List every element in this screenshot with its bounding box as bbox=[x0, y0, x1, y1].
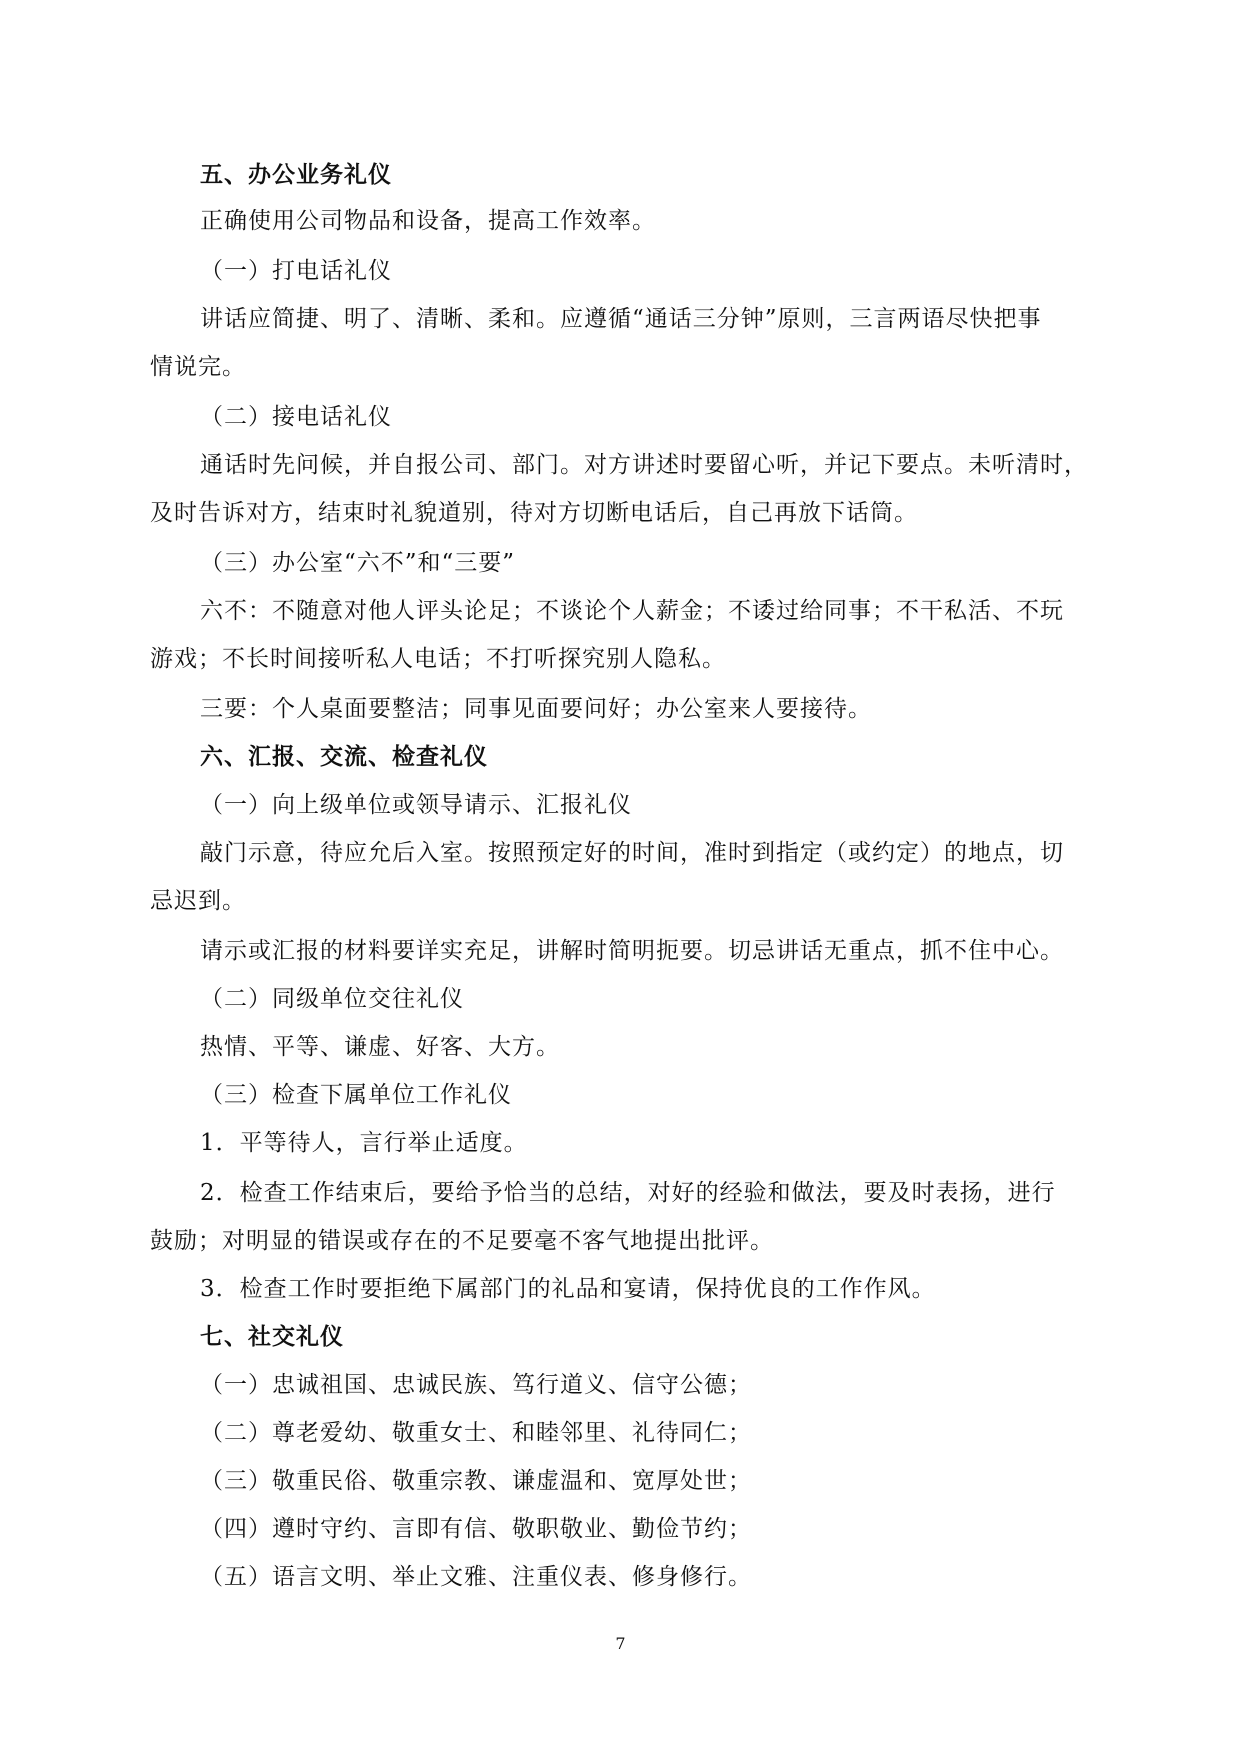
section-heading-social: 七、社交礼仪 bbox=[200, 1323, 344, 1350]
subsection-title-answering: （二）接电话礼仪 bbox=[200, 404, 392, 430]
paragraph-line: 三要：个人桌面要整洁；同事见面要问好；办公室来人要接待。 bbox=[200, 696, 872, 722]
paragraph-line: 敲门示意，待应允后入室。按照预定好的时间，准时到指定（或约定）的地点，切 bbox=[200, 840, 1064, 866]
section-heading-office-etiquette: 五、办公业务礼仪 bbox=[200, 161, 392, 188]
list-item-continuation: 鼓励；对明显的错误或存在的不足要毫不客气地提出批评。 bbox=[150, 1228, 774, 1254]
list-item: （一）忠诚祖国、忠诚民族、笃行道义、信守公德； bbox=[200, 1372, 752, 1398]
list-item: （五）语言文明、举止文雅、注重仪表、修身修行。 bbox=[200, 1564, 752, 1590]
paragraph-line: 忌迟到。 bbox=[150, 888, 246, 914]
list-item: 1．平等待人，言行举止适度。 bbox=[200, 1130, 528, 1156]
section-intro: 正确使用公司物品和设备，提高工作效率。 bbox=[200, 208, 656, 234]
paragraph-line: 热情、平等、谦虚、好客、大方。 bbox=[200, 1034, 560, 1060]
paragraph-line: 及时告诉对方，结束时礼貌道别，待对方切断电话后，自己再放下话筒。 bbox=[150, 500, 918, 526]
paragraph-line: 讲话应简捷、明了、清晰、柔和。应遵循“通话三分钟”原则，三言两语尽快把事 bbox=[200, 306, 1042, 332]
list-item: （三）敬重民俗、敬重宗教、谦虚温和、宽厚处世； bbox=[200, 1468, 752, 1494]
page-number: 7 bbox=[615, 1634, 626, 1653]
subsection-title-office-rules: （三）办公室“六不”和“三要” bbox=[200, 550, 516, 576]
section-heading-reporting: 六、汇报、交流、检查礼仪 bbox=[200, 743, 488, 770]
paragraph-line: 通话时先问候，并自报公司、部门。对方讲述时要留心听，并记下要点。未听清时， bbox=[200, 452, 1088, 478]
list-item: （四）遵时守约、言即有信、敬职敬业、勤俭节约； bbox=[200, 1516, 752, 1542]
subsection-title-inspection: （三）检查下属单位工作礼仪 bbox=[200, 1082, 512, 1108]
list-item: （二）尊老爱幼、敬重女士、和睦邻里、礼待同仁； bbox=[200, 1420, 752, 1446]
subsection-title-reporting-up: （一）向上级单位或领导请示、汇报礼仪 bbox=[200, 792, 632, 818]
paragraph-line: 情说完。 bbox=[150, 354, 246, 380]
paragraph-line: 游戏；不长时间接听私人电话；不打听探究别人隐私。 bbox=[150, 646, 726, 672]
list-item: 3．检查工作时要拒绝下属部门的礼品和宴请，保持优良的工作作风。 bbox=[200, 1276, 936, 1302]
subsection-title-calling: （一）打电话礼仪 bbox=[200, 258, 392, 284]
paragraph-line: 请示或汇报的材料要详实充足，讲解时简明扼要。切忌讲话无重点，抓不住中心。 bbox=[200, 938, 1064, 964]
subsection-title-peer-units: （二）同级单位交往礼仪 bbox=[200, 986, 464, 1012]
paragraph-line: 六不：不随意对他人评头论足；不谈论个人薪金；不诿过给同事；不干私活、不玩 bbox=[200, 598, 1064, 624]
list-item: 2．检查工作结束后，要给予恰当的总结，对好的经验和做法，要及时表扬，进行 bbox=[200, 1180, 1056, 1206]
